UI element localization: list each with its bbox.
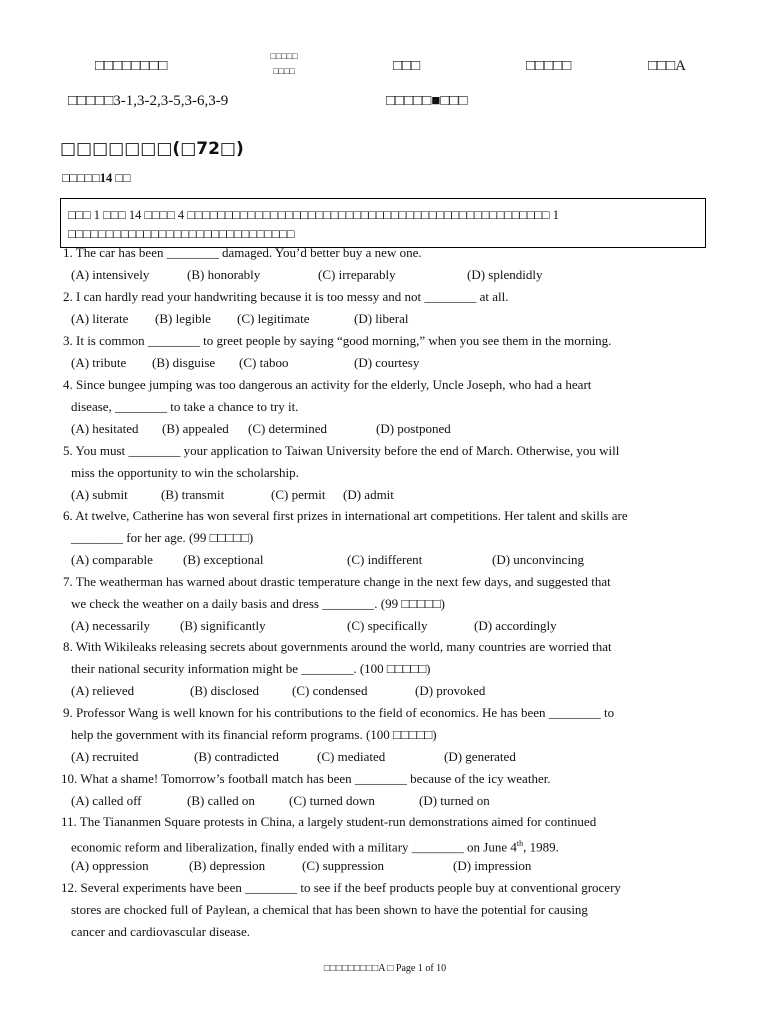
question-8-option-d[interactable]: (D) provoked: [415, 683, 486, 698]
question-2-option-b[interactable]: (B) legible: [155, 311, 211, 326]
question-9-option-b[interactable]: (B) contradicted: [194, 749, 279, 764]
header-small-note-bottom: □□□□: [273, 66, 295, 76]
question-3-option-d[interactable]: (D) courtesy: [354, 355, 420, 370]
question-1-option-d[interactable]: (D) splendidly: [467, 267, 543, 282]
school-name: □□□□□□□□: [95, 58, 168, 74]
question-6-line-2: ________ for her age. (99 □□□□□): [71, 530, 254, 545]
question-1-line-1: 1. The car has been ________ damaged. You’d better buy a new one.: [63, 245, 422, 260]
question-5-line-2: miss the opportunity to win the scholarship.: [71, 465, 299, 480]
question-7-line-2: we check the weather on a daily basis and dress ________. (99 □□□□□): [71, 596, 445, 611]
question-7-option-d[interactable]: (D) accordingly: [474, 618, 557, 633]
header-small-note-top: □□□□□: [270, 51, 298, 61]
question-8-option-a[interactable]: (A) relieved: [71, 683, 135, 698]
question-4-option-a[interactable]: (A) hesitated: [71, 421, 139, 436]
question-5-option-d[interactable]: (D) admit: [343, 487, 394, 502]
answer-sheet-note: □□□□□■□□□: [386, 93, 468, 109]
question-4-option-c[interactable]: (C) determined: [248, 421, 328, 436]
header-small-note: [262, 49, 306, 79]
question-10-option-a[interactable]: (A) called off: [71, 793, 142, 808]
subpart-title: □□□□□14 □□: [62, 171, 131, 185]
question-1-option-c[interactable]: (C) irreparably: [318, 267, 396, 282]
question-10-option-b[interactable]: (B) called on: [187, 793, 255, 808]
question-9-line-1: 9. Professor Wang is well known for his contributions to the field of economics. He has been ________ to: [63, 705, 615, 720]
question-11-option-a[interactable]: (A) oppression: [71, 858, 149, 873]
question-4-line-2: disease, ________ to take a chance to try it.: [71, 399, 299, 414]
question-6-option-d[interactable]: (D) unconvincing: [492, 552, 585, 567]
question-6-line-1: 6. At twelve, Catherine has won several first prizes in international art competitions. Her talent and skills are: [63, 508, 628, 523]
question-11-line-2-text: economic reform and liberalization, finally ended with a military ________ on June 4: [71, 839, 517, 855]
question-2-option-c[interactable]: (C) legitimate: [237, 311, 310, 326]
question-11-line-2-end: , 1989.: [523, 839, 559, 855]
question-7-option-c[interactable]: (C) specifically: [347, 618, 428, 633]
question-4-line-1: 4. Since bungee jumping was too dangerous an activity for the elderly, Uncle Joseph, who had a heart: [63, 377, 592, 392]
section-title: □□□□□□□(□72□): [60, 139, 244, 159]
question-2-line-1: 2. I can hardly read your handwriting because it is too messy and not ________ at all.: [63, 289, 509, 304]
question-10-option-c[interactable]: (C) turned down: [289, 793, 375, 808]
question-11-line-2: [71, 836, 559, 855]
question-11-superscript: th: [516, 839, 524, 848]
question-3-option-b[interactable]: (B) disguise: [152, 355, 216, 370]
question-10-option-d[interactable]: (D) turned on: [419, 793, 490, 808]
question-7-option-b[interactable]: (B) significantly: [180, 618, 266, 633]
version-label: □□□A: [648, 58, 687, 74]
question-8-option-c[interactable]: (C) condensed: [292, 683, 368, 698]
grade-label: □□□□□: [526, 58, 572, 74]
page-footer: □□□□□□□□□A □ Page 1 of 10: [323, 963, 447, 974]
question-2-option-d[interactable]: (D) liberal: [354, 311, 409, 326]
question-3-option-c[interactable]: (C) taboo: [239, 355, 289, 370]
question-8-line-1: 8. With Wikileaks releasing secrets about governments around the world, many countries are worried that: [63, 639, 612, 654]
question-12-line-2: stores are chocked full of Paylean, a chemical that has been shown to have the potential for causing: [71, 902, 588, 917]
question-1-option-a[interactable]: (A) intensively: [71, 267, 150, 282]
question-12-line-1: 12. Several experiments have been ________ to see if the beef products people buy at conventional grocery: [61, 880, 621, 895]
question-5-option-c[interactable]: (C) permit: [271, 487, 326, 502]
question-5-option-b[interactable]: (B) transmit: [161, 487, 225, 502]
question-4-option-d[interactable]: (D) postponed: [376, 421, 451, 436]
instruction-text: □□□ 1 □□□ 14 □□□□ 4 □□□□□□□□□□□□□□□□□□□□□□□□□□□□□□□□□□□□□□□□□□□□□□□□ 1 □□□□□□□□□□□□□□□□□□□□□□□□□□□□□□: [68, 208, 560, 241]
question-6-option-c[interactable]: (C) indifferent: [347, 552, 423, 567]
question-11-option-d[interactable]: (D) impression: [453, 858, 532, 873]
question-11-option-b[interactable]: (B) depression: [189, 858, 266, 873]
question-6-option-b[interactable]: (B) exceptional: [183, 552, 264, 567]
question-12-line-3: cancer and cardiovascular disease.: [71, 924, 251, 939]
question-3-line-1: 3. It is common ________ to greet people by saying “good morning,” when you see them in the morning.: [63, 333, 612, 348]
question-1-option-b[interactable]: (B) honorably: [187, 267, 261, 282]
question-11-line-1: 11. The Tiananmen Square protests in China, a largely student-run demonstrations aimed for continued: [61, 814, 597, 829]
question-9-option-d[interactable]: (D) generated: [444, 749, 516, 764]
question-6-option-a[interactable]: (A) comparable: [71, 552, 153, 567]
question-8-line-2: their national security information might be ________. (100 □□□□□): [71, 661, 431, 676]
question-9-option-c[interactable]: (C) mediated: [317, 749, 386, 764]
question-7-option-a[interactable]: (A) necessarily: [71, 618, 151, 633]
exam-range: □□□□□3-1,3-2,3-5,3-6,3-9: [68, 93, 229, 109]
question-9-line-2: help the government with its financial reform programs. (100 □□□□□): [71, 727, 437, 742]
question-5-line-1: 5. You must ________ your application to Taiwan University before the end of March. Otherwise, you will: [63, 443, 620, 458]
question-10-line-1: 10. What a shame! Tomorrow’s football match has been ________ because of the icy weather.: [61, 771, 551, 786]
question-7-line-1: 7. The weatherman has warned about drastic temperature change in the next few days, and suggested that: [63, 574, 611, 589]
question-2-option-a[interactable]: (A) literate: [71, 311, 129, 326]
question-8-option-b[interactable]: (B) disclosed: [190, 683, 259, 698]
question-11-option-c[interactable]: (C) suppression: [302, 858, 384, 873]
subject-label: □□□: [393, 58, 421, 74]
question-4-option-b[interactable]: (B) appealed: [162, 421, 229, 436]
question-3-option-a[interactable]: (A) tribute: [71, 355, 127, 370]
question-9-option-a[interactable]: (A) recruited: [71, 749, 139, 764]
question-5-option-a[interactable]: (A) submit: [71, 487, 128, 502]
